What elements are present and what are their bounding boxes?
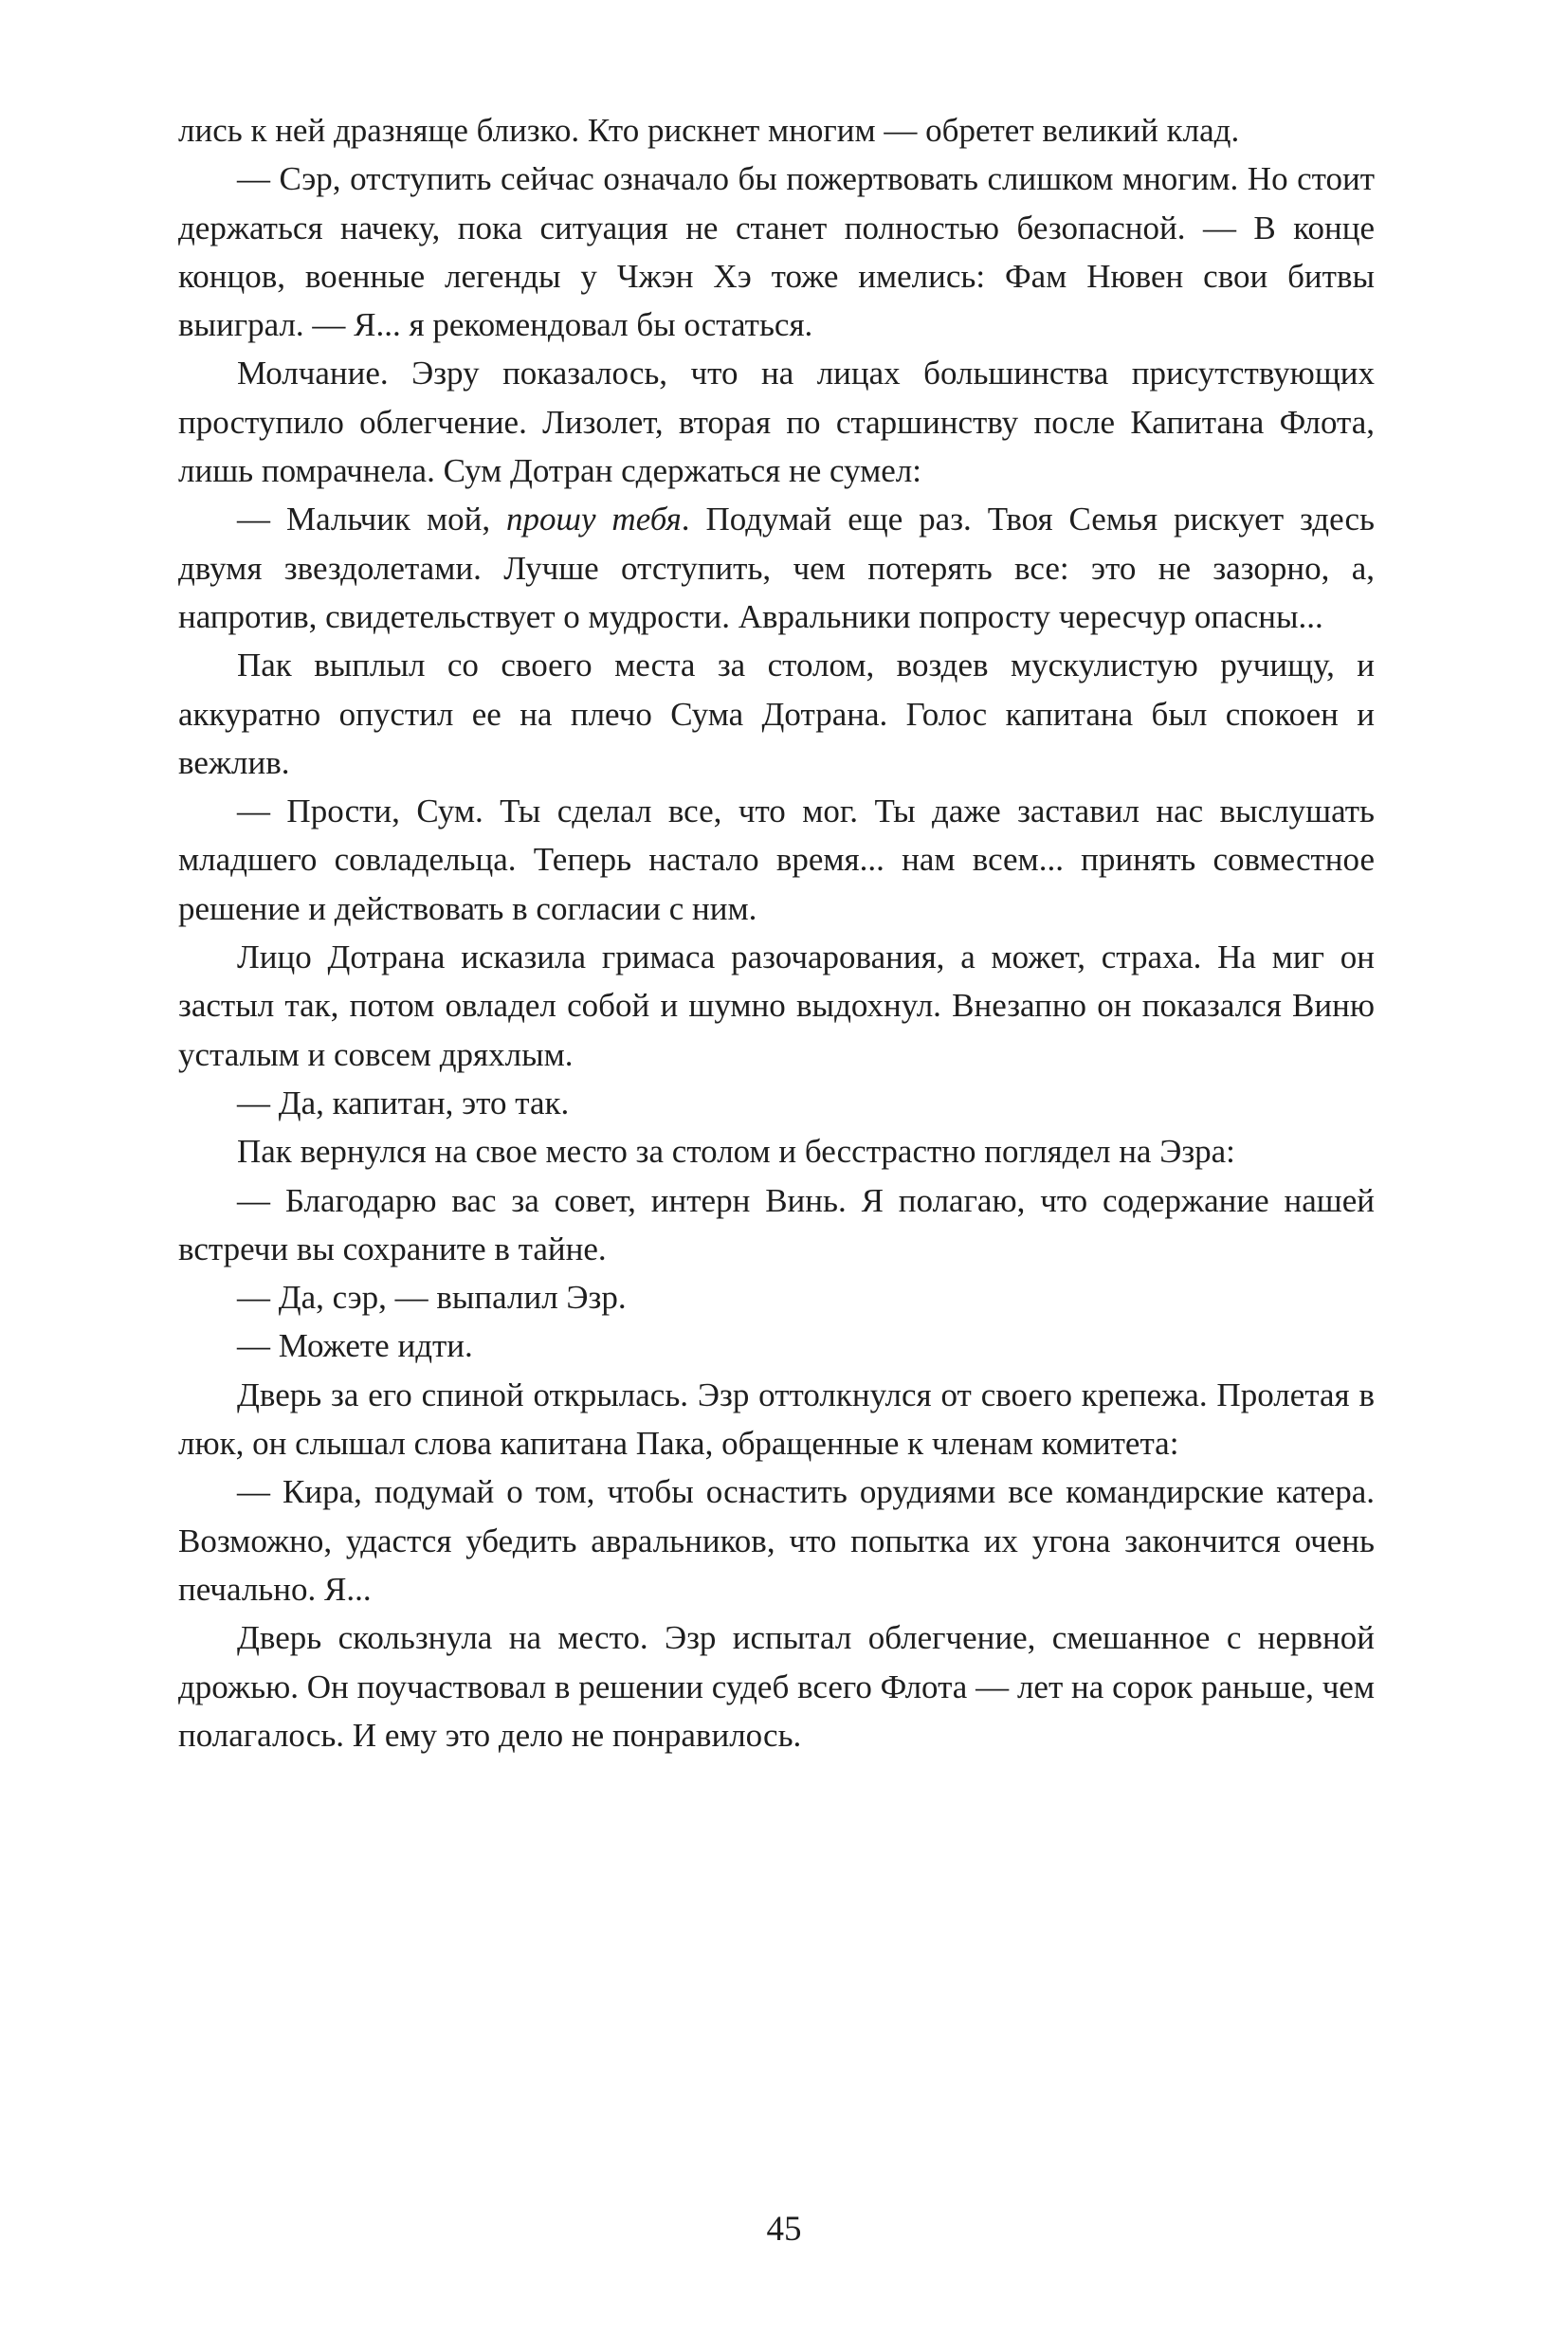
paragraph-11: — Да, сэр, — выпалил Эзр. <box>237 1279 627 1317</box>
paragraph-14: — Кира, подумай о том, чтобы оснастить орудиями все командирские катера. Возможно, удастся убедить авральников, что попытка их угона закончится очень печально. Я... <box>178 1473 1375 1608</box>
paragraph-3: Молчание. Эзру показалось, что на лицах большинства присутствующих проступило облегчение. Лизолет, вторая по старшинству после Капитана Флота, лишь помрачнела. Сум Дотран сдержаться не сумел: <box>178 355 1375 490</box>
paragraph-4-start: — Мальчик мой, <box>237 501 507 538</box>
paragraph-13: Дверь за его спиной открылась. Эзр оттолкнулся от своего крепежа. Пролетая в люк, он слышал слова капитана Пака, обращенные к членам комитета: <box>178 1376 1375 1463</box>
paragraph-4-end: . Подумай еще раз. Твоя Семья рискует здесь двумя звездолетами. Лучше отступить, чем потерять все: это не зазорно, а, напротив, свидетельствует о мудрости. Авральники попросту чересчур опасны... <box>178 501 1375 635</box>
paragraph-7: Лицо Дотрана исказила гримаса разочарования, а может, страха. На миг он застыл так, потом овладел собой и шумно выдохнул. Внезапно он показался Виню усталым и совсем дряхлым. <box>178 939 1375 1073</box>
paragraph-2: — Сэр, отступить сейчас означало бы пожертвовать слишком многим. Но стоит держаться начеку, пока ситуация не станет полностью безопасной. — В конце концов, военные легенды у Чжэн Хэ тоже имелись: Фам Нювен свои битвы выиграл. — Я... я рекомендовал бы остаться. <box>178 160 1375 344</box>
paragraph-8: — Да, капитан, это так. <box>237 1084 570 1121</box>
paragraph-15: Дверь скользнула на место. Эзр испытал облегчение, смешанное с нервной дрожью. Он поучаствовал в решении судеб всего Флота — лет на сорок раньше, чем полагалось. И ему это дело не понравилось. <box>178 1619 1375 1754</box>
page-body-text <box>178 106 1375 1759</box>
paragraph-1: лись к ней дразняще близко. Кто рискнет многим — обретет великий клад. <box>178 112 1240 149</box>
paragraph-12: — Можете идти. <box>237 1327 473 1365</box>
paragraph-6: — Прости, Сум. Ты сделал все, что мог. Ты даже заставил нас выслушать младшего совладельца. Теперь настало время... нам всем... принять совместное решение и действовать в согласии с ним. <box>178 793 1375 927</box>
paragraph-5: Пак выплыл со своего места за столом, воздев мускулистую ручищу, и аккуратно опустил ее на плечо Сума Дотрана. Голос капитана был спокоен и вежлив. <box>178 647 1375 781</box>
paragraph-9: Пак вернулся на свое место за столом и бесстрастно поглядел на Эзра: <box>237 1133 1235 1171</box>
paragraph-4 <box>178 495 1375 641</box>
paragraph-4-emphasis: прошу тебя <box>506 501 682 538</box>
page-number: 45 <box>766 2210 802 2249</box>
paragraph-10: — Благодарю вас за совет, интерн Винь. Я полагаю, что содержание нашей встречи вы сохраните в тайне. <box>178 1181 1375 1267</box>
